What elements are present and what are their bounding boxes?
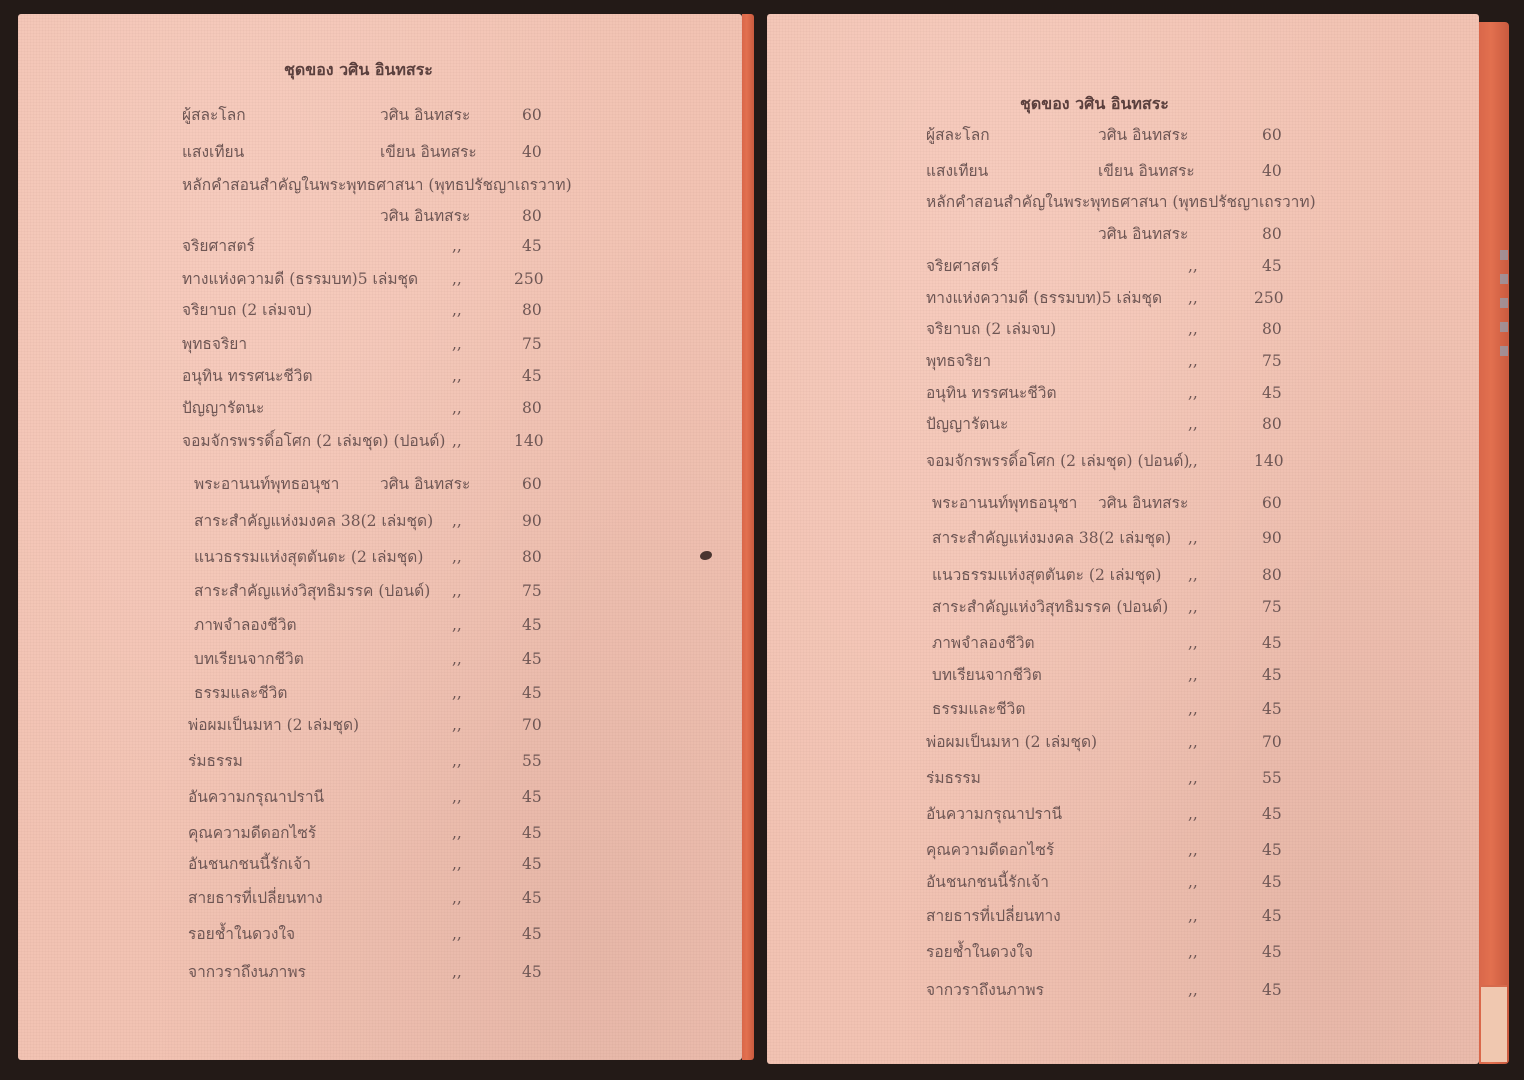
book-title: ปัญญารัตนะ bbox=[182, 399, 265, 417]
book-author: เขียน อินทสระ bbox=[1098, 162, 1195, 180]
book-author: วศิน อินทสระ bbox=[380, 106, 471, 124]
book-price: 45 bbox=[522, 367, 542, 385]
book-author: ,, bbox=[1188, 943, 1198, 961]
book-title: แสงเทียน bbox=[182, 143, 245, 161]
list-heading: ชุดของ วศิน อินทสระ bbox=[284, 60, 433, 79]
book-title: สาระสำคัญแห่งมงคล 38(2 เล่มชุด) bbox=[194, 512, 434, 530]
book-title: ภาพจำลองชีวิต bbox=[194, 616, 297, 634]
book-title: ปัญญารัตนะ bbox=[926, 415, 1009, 433]
book-author: ,, bbox=[1188, 352, 1198, 370]
book-author: ,, bbox=[1188, 452, 1198, 470]
book-author: ,, bbox=[1188, 805, 1198, 823]
book-title: จริยาบถ (2 เล่มจบ) bbox=[926, 320, 1057, 338]
book-title: จากวราถึงนภาพร bbox=[926, 981, 1044, 999]
book-author: ,, bbox=[1188, 769, 1198, 787]
book-price: 70 bbox=[1262, 733, 1282, 751]
book-author: ,, bbox=[452, 335, 462, 353]
book-price: 60 bbox=[522, 106, 542, 124]
book-author: ,, bbox=[1188, 598, 1198, 616]
book-author: วศิน อินทสระ bbox=[380, 475, 471, 493]
book-author: ,, bbox=[452, 301, 462, 319]
book-author: ,, bbox=[452, 855, 462, 873]
book-title: บทเรียนจากชีวิต bbox=[932, 666, 1042, 684]
book-author: ,, bbox=[452, 963, 462, 981]
book-title: แนวธรรมแห่งสุตตันตะ (2 เล่มชุด) bbox=[194, 548, 424, 566]
book-author: วศิน อินทสระ bbox=[1098, 126, 1189, 144]
book-price: 75 bbox=[522, 335, 542, 353]
book-price: 75 bbox=[1262, 352, 1282, 370]
book-price: 70 bbox=[522, 716, 542, 734]
book-price: 90 bbox=[1262, 529, 1282, 547]
book-price: 250 bbox=[514, 270, 544, 288]
book-author: ,, bbox=[1188, 634, 1198, 652]
book-author: เขียน อินทสระ bbox=[380, 143, 477, 161]
book-title: รอยช้ำในดวงใจ bbox=[188, 925, 296, 943]
book-author: ,, bbox=[1188, 415, 1198, 433]
book-author: ,, bbox=[452, 367, 462, 385]
book-price: 140 bbox=[514, 432, 544, 450]
book-price: 140 bbox=[1254, 452, 1284, 470]
book-title: บทเรียนจากชีวิต bbox=[194, 650, 304, 668]
book-title: หลักคำสอนสำคัญในพระพุทธศาสนา (พุทธปรัชญาเถรวาท) bbox=[926, 193, 1316, 211]
book-price: 45 bbox=[522, 650, 542, 668]
book-price: 45 bbox=[522, 616, 542, 634]
book-price: 45 bbox=[1262, 981, 1282, 999]
book-price: 80 bbox=[522, 301, 542, 319]
book-price: 45 bbox=[1262, 634, 1282, 652]
book-title: จอมจักรพรรดิ์อโศก (2 เล่มชุด) (ปอนด์) bbox=[926, 452, 1190, 470]
book-title: จอมจักรพรรดิ์อโศก (2 เล่มชุด) (ปอนด์) bbox=[182, 432, 446, 450]
book-price: 75 bbox=[1262, 598, 1282, 616]
left-book-cover bbox=[18, 14, 742, 1060]
book-price: 60 bbox=[1262, 494, 1282, 512]
book-price: 45 bbox=[1262, 841, 1282, 859]
book-title: ทางแห่งความดี (ธรรมบท)5 เล่มชุด bbox=[182, 270, 419, 288]
book-author: ,, bbox=[1188, 666, 1198, 684]
book-price: 80 bbox=[1262, 225, 1282, 243]
book-author: ,, bbox=[1188, 257, 1198, 275]
book-author: ,, bbox=[452, 650, 462, 668]
book-author: ,, bbox=[452, 752, 462, 770]
book-title: ภาพจำลองชีวิต bbox=[932, 634, 1035, 652]
book-title: พระอานนท์พุทธอนุชา bbox=[932, 494, 1078, 512]
book-price: 45 bbox=[1262, 700, 1282, 718]
book-title: ผู้สละโลก bbox=[182, 106, 246, 124]
book-author: ,, bbox=[452, 432, 462, 450]
book-price: 45 bbox=[522, 963, 542, 981]
book-price: 80 bbox=[1262, 415, 1282, 433]
book-price: 80 bbox=[522, 207, 542, 225]
book-title: สาระสำคัญแห่งวิสุทธิมรรค (ปอนด์) bbox=[194, 582, 431, 600]
book-title: อันความกรุณาปรานี bbox=[188, 788, 325, 806]
book-title: จากวราถึงนภาพร bbox=[188, 963, 306, 981]
book-title: พุทธจริยา bbox=[182, 335, 248, 353]
book-author: ,, bbox=[452, 548, 462, 566]
book-title: สายธารที่เปลี่ยนทาง bbox=[188, 889, 323, 907]
left-book-spine bbox=[742, 14, 754, 1060]
book-title: ร่มธรรม bbox=[188, 752, 243, 770]
book-title: จริยาบถ (2 เล่มจบ) bbox=[182, 301, 313, 319]
book-price: 80 bbox=[522, 548, 542, 566]
book-price: 75 bbox=[522, 582, 542, 600]
book-title: แนวธรรมแห่งสุตตันตะ (2 เล่มชุด) bbox=[932, 566, 1162, 584]
book-price: 80 bbox=[522, 399, 542, 417]
book-author: ,, bbox=[452, 399, 462, 417]
book-price: 45 bbox=[522, 684, 542, 702]
book-price: 45 bbox=[522, 824, 542, 842]
book-price: 55 bbox=[522, 752, 542, 770]
book-price: 45 bbox=[522, 788, 542, 806]
book-author: ,, bbox=[452, 512, 462, 530]
book-price: 45 bbox=[522, 889, 542, 907]
book-price: 250 bbox=[1254, 289, 1284, 307]
book-author: ,, bbox=[1188, 907, 1198, 925]
book-author: ,, bbox=[1188, 700, 1198, 718]
book-title: คุณความดีดอกไซร้ bbox=[926, 841, 1055, 859]
book-title: สาระสำคัญแห่งวิสุทธิมรรค (ปอนด์) bbox=[932, 598, 1169, 616]
book-author: ,, bbox=[452, 716, 462, 734]
book-author: ,, bbox=[452, 270, 462, 288]
right-book-spine bbox=[1479, 22, 1509, 1064]
book-title: อันชนกชนนี้รักเจ้า bbox=[188, 855, 311, 873]
book-price: 40 bbox=[1262, 162, 1282, 180]
spine-label-tail bbox=[1481, 985, 1507, 1062]
book-price: 45 bbox=[522, 855, 542, 873]
book-price: 60 bbox=[1262, 126, 1282, 144]
book-author: ,, bbox=[452, 889, 462, 907]
book-price: 45 bbox=[1262, 384, 1282, 402]
book-title: จริยศาสตร์ bbox=[926, 257, 999, 275]
book-author: ,, bbox=[1188, 384, 1198, 402]
list-heading: ชุดของ วศิน อินทสระ bbox=[1020, 94, 1169, 113]
book-author: ,, bbox=[452, 582, 462, 600]
book-title: พระอานนท์พุทธอนุชา bbox=[194, 475, 340, 493]
book-price: 40 bbox=[522, 143, 542, 161]
spine-print-marks bbox=[1500, 250, 1508, 370]
book-title: อันชนกชนนี้รักเจ้า bbox=[926, 873, 1049, 891]
book-author: ,, bbox=[1188, 320, 1198, 338]
book-price: 45 bbox=[1262, 907, 1282, 925]
book-title: สายธารที่เปลี่ยนทาง bbox=[926, 907, 1061, 925]
book-title: ผู้สละโลก bbox=[926, 126, 990, 144]
book-author: ,, bbox=[1188, 733, 1198, 751]
book-author: ,, bbox=[452, 788, 462, 806]
book-title: ร่มธรรม bbox=[926, 769, 981, 787]
book-title: จริยศาสตร์ bbox=[182, 237, 255, 255]
book-price: 45 bbox=[1262, 666, 1282, 684]
book-price: 45 bbox=[1262, 805, 1282, 823]
book-title: ธรรมและชีวิต bbox=[194, 684, 288, 702]
book-title: พ่อผมเป็นมหา (2 เล่มชุด) bbox=[926, 733, 1098, 751]
book-title: อนุทิน ทรรศนะชีวิต bbox=[926, 384, 1057, 402]
book-author: ,, bbox=[452, 684, 462, 702]
book-title: ทางแห่งความดี (ธรรมบท)5 เล่มชุด bbox=[926, 289, 1163, 307]
book-author: ,, bbox=[1188, 566, 1198, 584]
book-title: อนุทิน ทรรศนะชีวิต bbox=[182, 367, 313, 385]
book-title: พุทธจริยา bbox=[926, 352, 992, 370]
book-author: วศิน อินทสระ bbox=[1098, 494, 1189, 512]
book-price: 60 bbox=[522, 475, 542, 493]
book-title: คุณความดีดอกไซร้ bbox=[188, 824, 317, 842]
book-price: 45 bbox=[1262, 943, 1282, 961]
book-price: 55 bbox=[1262, 769, 1282, 787]
book-author: ,, bbox=[1188, 873, 1198, 891]
book-author: ,, bbox=[452, 925, 462, 943]
book-title: หลักคำสอนสำคัญในพระพุทธศาสนา (พุทธปรัชญาเถรวาท) bbox=[182, 176, 572, 194]
book-price: 45 bbox=[1262, 257, 1282, 275]
book-price: 45 bbox=[522, 925, 542, 943]
book-title: แสงเทียน bbox=[926, 162, 989, 180]
book-price: 90 bbox=[522, 512, 542, 530]
book-author: ,, bbox=[1188, 981, 1198, 999]
book-author: ,, bbox=[1188, 841, 1198, 859]
book-title: ธรรมและชีวิต bbox=[932, 700, 1026, 718]
book-title: รอยช้ำในดวงใจ bbox=[926, 943, 1034, 961]
book-author: วศิน อินทสระ bbox=[380, 207, 471, 225]
book-author: ,, bbox=[452, 237, 462, 255]
book-price: 80 bbox=[1262, 566, 1282, 584]
book-price: 80 bbox=[1262, 320, 1282, 338]
book-title: พ่อผมเป็นมหา (2 เล่มชุด) bbox=[188, 716, 360, 734]
book-author: ,, bbox=[452, 824, 462, 842]
book-author: วศิน อินทสระ bbox=[1098, 225, 1189, 243]
book-price: 45 bbox=[522, 237, 542, 255]
book-title: อันความกรุณาปรานี bbox=[926, 805, 1063, 823]
book-author: ,, bbox=[1188, 529, 1198, 547]
book-author: ,, bbox=[452, 616, 462, 634]
book-author: ,, bbox=[1188, 289, 1198, 307]
book-title: สาระสำคัญแห่งมงคล 38(2 เล่มชุด) bbox=[932, 529, 1172, 547]
book-price: 45 bbox=[1262, 873, 1282, 891]
